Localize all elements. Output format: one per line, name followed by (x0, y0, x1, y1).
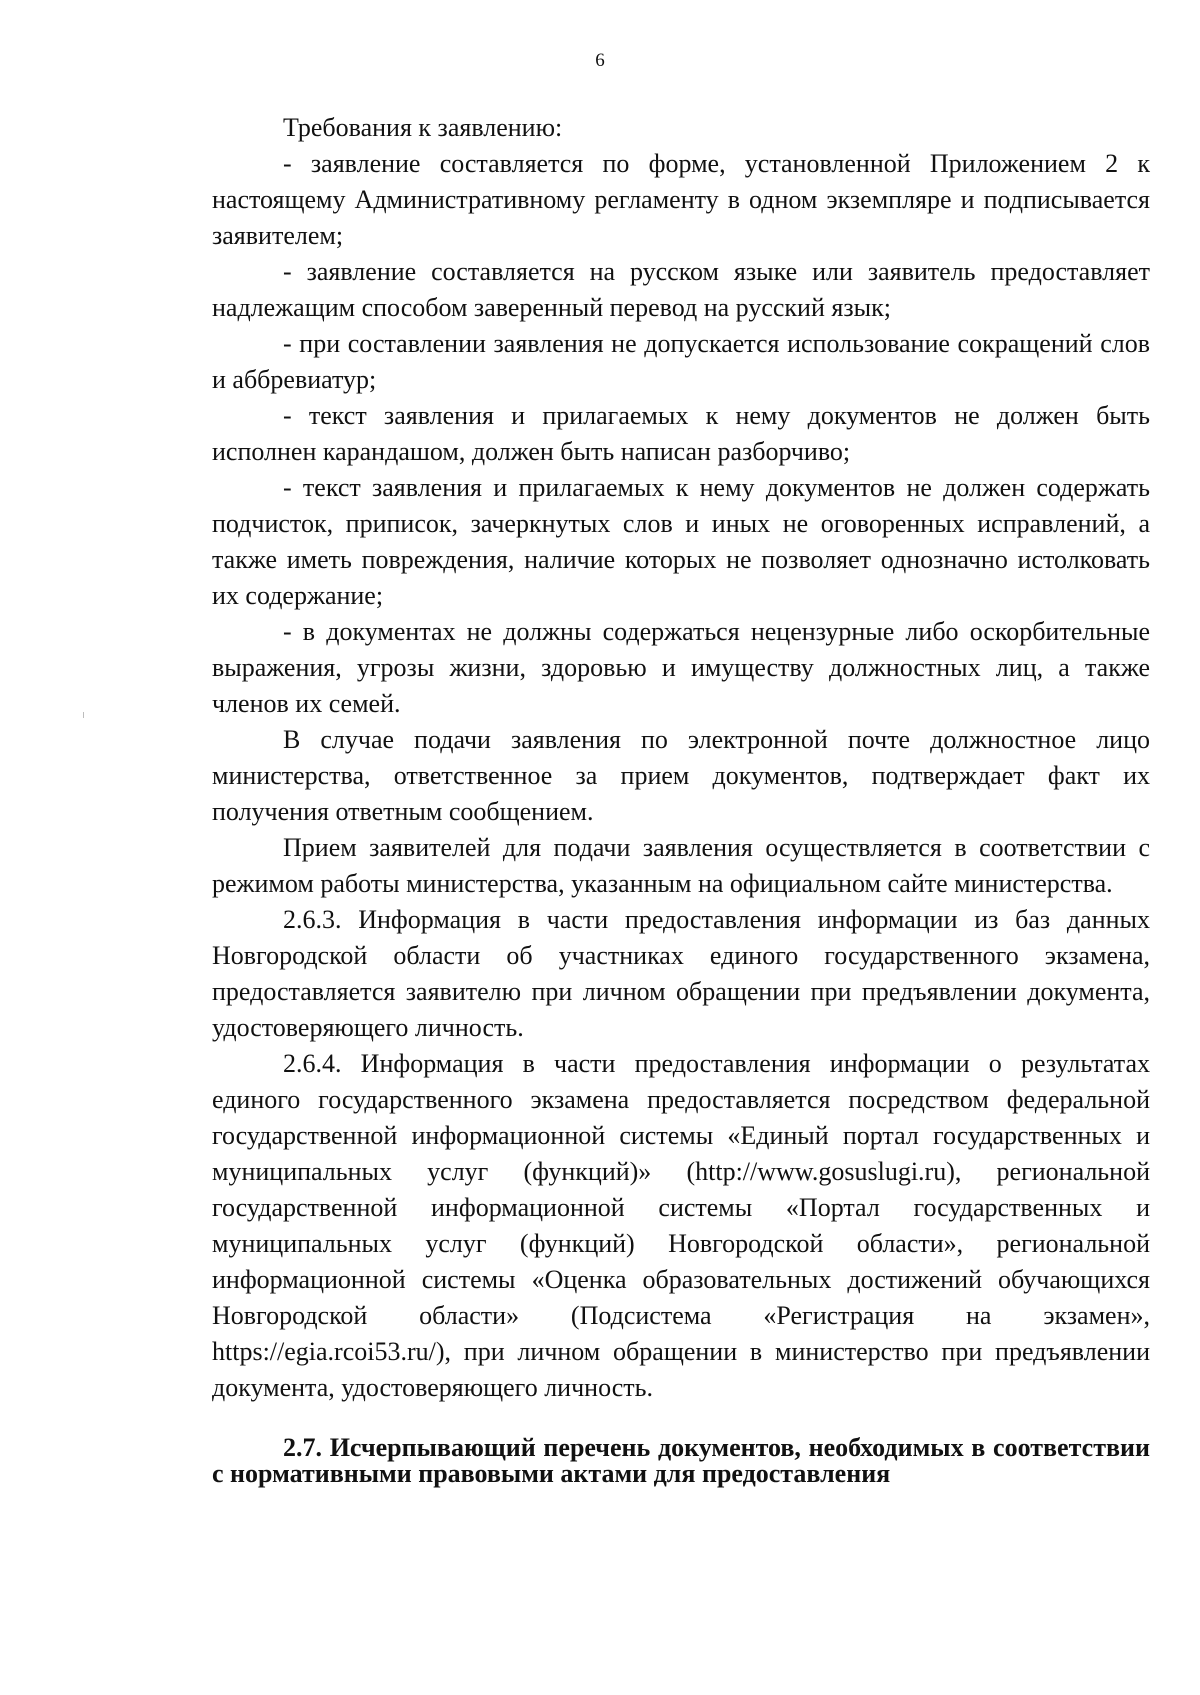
clause-2-6-3: 2.6.3. Информация в части предоставления информации из баз данных Новгородской области об участниках единого государственного экзамена, предоставляется заявителю при личном обращении при предъявлении документа, удостоверяющего личность. (212, 905, 1150, 1042)
requirement-language: - заявление составляется на русском языке или заявитель предоставляет надлежащим способом заверенный перевод на русский язык; (212, 257, 1150, 322)
requirement-pencil: - текст заявления и прилагаемых к нему документов не должен быть исполнен карандашом, должен быть написан разборчиво; (212, 401, 1150, 466)
scan-mark (83, 712, 84, 718)
requirement-expressions: - в документах не должны содержаться нецензурные либо оскорбительные выражения, угрозы жизни, здоровью и имуществу должностных лиц, а также членов их семей. (212, 617, 1150, 718)
document-body (212, 110, 1150, 1487)
requirement-form: - заявление составляется по форме, установленной Приложением 2 к настоящему Административному регламенту в одном экземпляре и подписывается заявителем; (212, 149, 1150, 250)
clause-2-6-4: 2.6.4. Информация в части предоставления информации о результатах единого государственного экзамена предоставляется посредством федеральной государственной информационной системы «Единый портал государственных и муниципальных услуг (функций)» (http://www.gosuslugi.ru), региональной государственной информационной системы «Портал государственных и муниципальных услуг (функций) Новгородской области», региональной информационной системы «Оценка образовательных достижений обучающихся Новгородской области» (Подсистема «Регистрация на экзамен», https://egia.rcoi53.ru/), при личном обращении в министерство при предъявлении документа, удостоверяющего личность. (212, 1049, 1150, 1402)
section-heading-2-7: 2.7. Исчерпывающий перечень документов, необходимых в соответствии с нормативными правовыми актами для предоставления (212, 1433, 1150, 1488)
requirements-intro: Требования к заявлению: (283, 113, 563, 142)
page-number: 6 (595, 50, 605, 71)
reception-schedule-paragraph: Прием заявителей для подачи заявления осуществляется в соответствии с режимом работы министерства, указанным на официальном сайте министерства. (212, 833, 1150, 898)
requirement-corrections: - текст заявления и прилагаемых к нему документов не должен содержать подчисток, приписок, зачеркнутых слов и иных не оговоренных исправлений, а также иметь повреждения, наличие которых не позволяет однозначно истолковать их содержание; (212, 473, 1150, 610)
requirement-abbreviations: - при составлении заявления не допускается использование сокращений слов и аббревиатур; (212, 329, 1150, 394)
email-submission-paragraph: В случае подачи заявления по электронной почте должностное лицо министерства, ответственное за прием документов, подтверждает факт их получения ответным сообщением. (212, 725, 1150, 826)
